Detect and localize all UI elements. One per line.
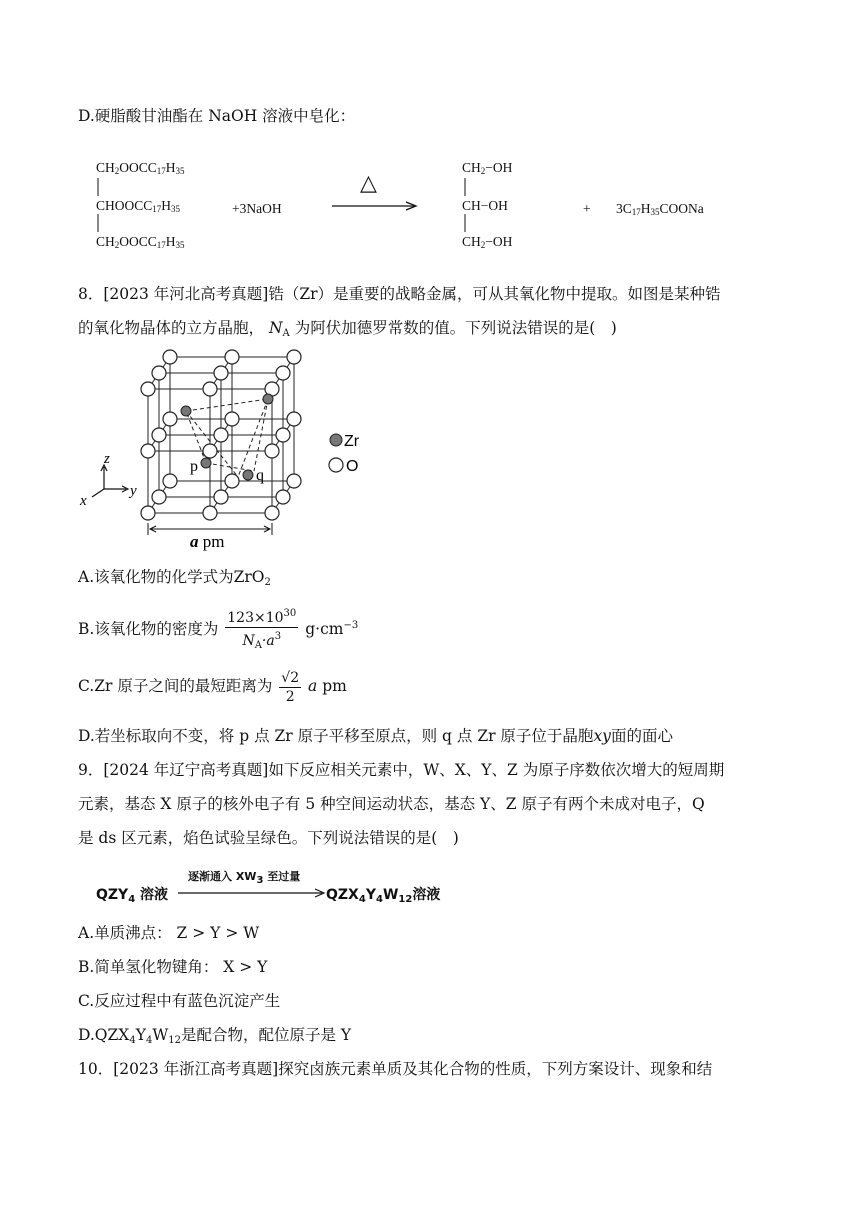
density-fraction: $\frac{123\times 10^{30}}{N_A\cdot a^3}$	[225, 605, 298, 655]
axis-x-label: x	[80, 493, 87, 509]
q9-stem-line-1: 9．[2024 年辽宁高考真题]如下反应相关元素中，W、X、Y、Z 为原子序数依次增大的短周期	[78, 761, 725, 779]
q10-stem-line-1: 10．[2023 年浙江高考真题]探究卤族元素单质及其化合物的性质，下列方案设计、现象和结	[78, 1060, 713, 1078]
scheme-reactant: $QZY_4$ 溶液	[96, 887, 169, 905]
axis-y-label: y	[130, 483, 137, 499]
dimension-label: a pm	[190, 532, 225, 551]
product-line-2: CH−OH	[462, 198, 508, 213]
legend-o-icon	[329, 458, 343, 472]
q8-option-d: D.若坐标取向不变，将 p 点 Zr 原子平移至原点，则 q 点 Zr 原子位于晶胞xy面的面心	[78, 727, 673, 745]
q9-stem-line-3: 是 ds 区元素，焰色试验呈绿色。下列说法错误的是( )	[78, 829, 459, 847]
reactant-line-3: CH2OOCC17H35	[96, 234, 185, 250]
q9-option-a: A.单质沸点： Z > Y > W	[78, 924, 260, 942]
axis-z-label: z	[104, 451, 110, 467]
heat-condition-icon: △	[360, 170, 377, 195]
legend-zr-label: Zr	[344, 433, 360, 450]
q9-option-d: $D.QZX_4Y_4W_{12}$是配合物，配位原子是 Y	[78, 1026, 352, 1046]
q8-option-b: B.该氧化物的密度为 $\frac{123\times 10^{30}}{N_A\cdot a^3}$ $g\cdot cm^{-3}$	[78, 604, 358, 648]
reaction-arrow-icon	[330, 200, 420, 212]
sodium-stearate: 3C17H35COONa	[616, 201, 704, 217]
q9-option-b: B.简单氢化物键角： X > Y	[78, 958, 268, 976]
q9-stem-line-2: 元素，基态 X 原子的核外电子有 5 种空间运动状态，基态 Y、Z 原子有两个未成对电子，Q	[78, 795, 705, 813]
q8-stem-line-1: 8．[2023 年河北高考真题]锆（Zr）是重要的战略金属，可从其氧化物中提取。如图是某种锆	[78, 285, 721, 303]
scheme-arrow-icon	[178, 888, 326, 898]
plus-sign: +	[583, 201, 591, 216]
q8-option-a: A.该氧化物的化学式为ZrO$_2$	[78, 568, 271, 588]
scheme-product: $QZX_4Y_4W_{12}$溶液	[326, 887, 441, 905]
q8-option-c: C.Zr 原子之间的最短距离为 $\frac{√2}{2}$ a pm	[78, 669, 347, 705]
q8-stem-line-2: 的氧化物晶体的立方晶胞， $N_A$ 为阿伏加德罗常数的值。下列说法错误的是( )	[78, 319, 617, 339]
scheme-arrow-label: 逐渐通入 XW3 至过量	[188, 870, 301, 886]
reactant-line-2: CHOOCC17H35	[96, 198, 181, 214]
label-p: p	[190, 458, 198, 475]
reactant-bonds	[96, 176, 100, 236]
zro2-unit-cell-figure	[78, 345, 378, 555]
q9-option-c: C.反应过程中有蓝色沉淀产生	[78, 992, 281, 1010]
legend-zr-icon	[330, 434, 342, 446]
product-bonds	[463, 176, 467, 236]
label-q: q	[256, 467, 264, 484]
prev-option-d: D.硬脂酸甘油酯在 NaOH 溶液中皂化：	[78, 107, 356, 125]
distance-fraction: $\frac{√2}{2}$	[281, 669, 300, 705]
reactant-line-1: CH2OOCC17H35	[96, 160, 185, 176]
reagent-naoh: +3NaOH	[232, 201, 282, 216]
product-line-3: CH2−OH	[462, 234, 513, 250]
product-line-1: CH2−OH	[462, 160, 513, 176]
legend-o-label: O	[346, 458, 359, 475]
